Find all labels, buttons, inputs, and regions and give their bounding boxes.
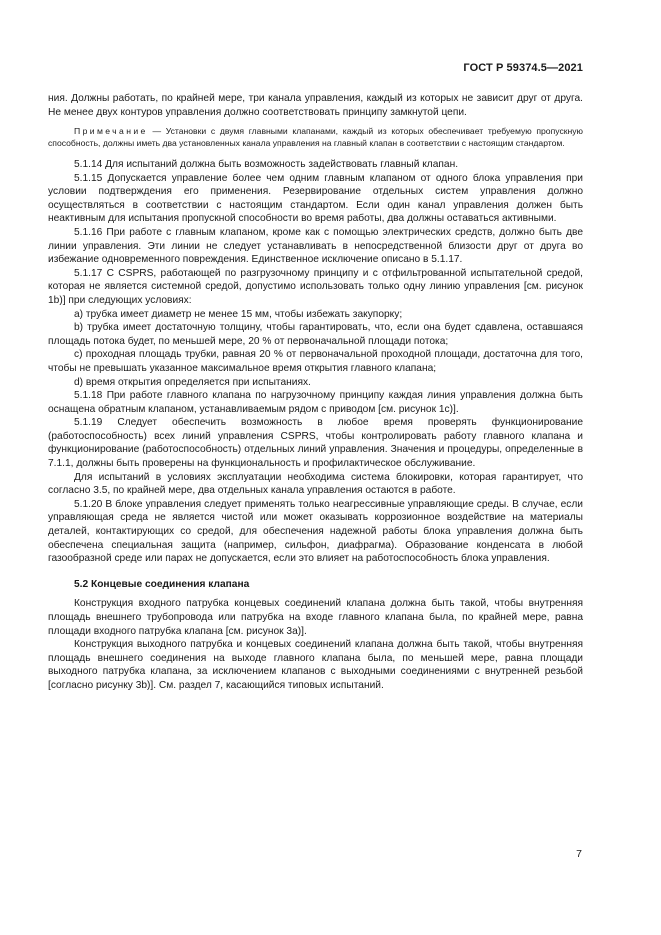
clause-5-1-19: 5.1.19 Следует обеспечить возможность в любое время проверять функционирование (работоспособность) всех линий управления CSPRS, чтобы контролировать работу главного клапана и функционирование (работоспособность) отдельных линий управления. Значения и процедуры, определенные в 7.1.1, должны быть проверены на функциональность и профилактическое обслуживание. — [48, 417, 583, 470]
list-item-b: b) трубка имеет достаточную толщину, чтобы гарантировать, что, если она будет сдавлена, оставшаяся площадь потока будет, по меньшей мере, 20 % от первоначальной площади потока; — [48, 322, 583, 347]
section-title: 5.2 Концевые соединения клапана — [74, 578, 250, 590]
clause-5-1-20: 5.1.20 В блоке управления следует применять только неагрессивные управляющие среды. В случае, если управляющая среда не является чистой или может оказывать коррозионное воздействие на материалы деталей, контактирующих со средой, для обеспечения надежной работы блока управления должна быть обеспечена специальная защита (например, сильфон, диафрагма). Образование конденсата в любой газообразной среде или парах не допускается, если это влияет на работоспособность блока управления. — [48, 498, 583, 565]
note-text: — Установки с двумя главными клапанами, каждый из которых обеспечивает требуемую пропускную способность, должны иметь два установленных канала управления на главный клапан в соответствии с настоящим стандартом. — [48, 126, 583, 148]
clause-5-1-18: 5.1.18 При работе главного клапана по нагрузочному принципу каждая линия управления должна быть оснащена обратным клапаном, устанавливаемым рядом с приводом [см. рисунок 1с)]. — [48, 390, 583, 415]
section-paragraph-outlet: Конструкция выходного патрубка и концевых соединений клапана должна быть такой, чтобы внутренняя площадь внешнего соединения на выходе главного клапана была, по меньшей мере, равна площади выходного патрубка клапана, за исключением клапанов с выходными соединениями с внутренней резьбой [согласно рисунку 3b)]. См. раздел 7, касающийся типовых испытаний. — [48, 639, 583, 691]
clause-5-1-14: 5.1.14 Для испытаний должна быть возможность задействовать главный клапан. — [74, 159, 459, 170]
page-content — [48, 92, 583, 693]
clause-5-1-17: 5.1.17 С CSPRS, работающей по разгрузочному принципу и с отфильтрованной испытательной средой, которая не является системной средой, допустимо использовать только одну линию управления [см. рисунок 1b)] при следующих условиях: — [48, 267, 583, 306]
section-paragraph-inlet: Конструкция входного патрубка концевых соединений клапана должна быть такой, чтобы внутренняя площадь внешнего трубопровода или патрубка на входе главного клапана была, по крайней мере, равна площади входного патрубка клапана [см. рисунок 3а)]. — [48, 598, 583, 637]
list-item-a: a) трубка имеет диаметр не менее 15 мм, чтобы избежать закупорку; — [74, 308, 403, 320]
clause-5-1-19-continued: Для испытаний в условиях эксплуатации необходима система блокировки, которая гарантирует, что согласно 3.5, по крайней мере, два отдельных канала управления остаются в работе. — [48, 471, 583, 497]
paragraph-continuation: ния. Должны работать, по крайней мере, три канала управления, каждый из которых не зависит друг от друга. Не менее двух контуров управления должно соответствовать принципу замкнутой цепи. — [48, 93, 583, 118]
note — [48, 126, 583, 149]
page-number: 7 — [576, 848, 582, 860]
list-item-d: d) время открытия определяется при испытаниях. — [74, 376, 311, 388]
note-label: Примечание — [74, 126, 148, 137]
clause-5-1-15: 5.1.15 Допускается управление более чем одним главным клапаном от одного блока управления при условии подтверждения его применения. Резервирование отдельных систем управления должно осуществляться в соответствии с настоящим стандартом. Если один канал управления должен быть неактивным для испытания пропускной способности во время работы, два должны оставаться активными. — [48, 172, 583, 225]
list-item-c: c) проходная площадь трубки, равная 20 % от первоначальной проходной площади, достаточна для того, чтобы не превышать указанное максимальное время открытия главного клапана; — [48, 349, 583, 374]
clause-5-1-16: 5.1.16 При работе с главным клапаном, кроме как с помощью электрических средств, должно быть две линии управления. Эти линии не следует устанавливать в непосредственной близости друг от друга во избежание одновременного повреждения. Единственное исключение описано в 5.1.17. — [48, 226, 583, 266]
standard-header: ГОСТ Р 59374.5—2021 — [463, 62, 583, 74]
